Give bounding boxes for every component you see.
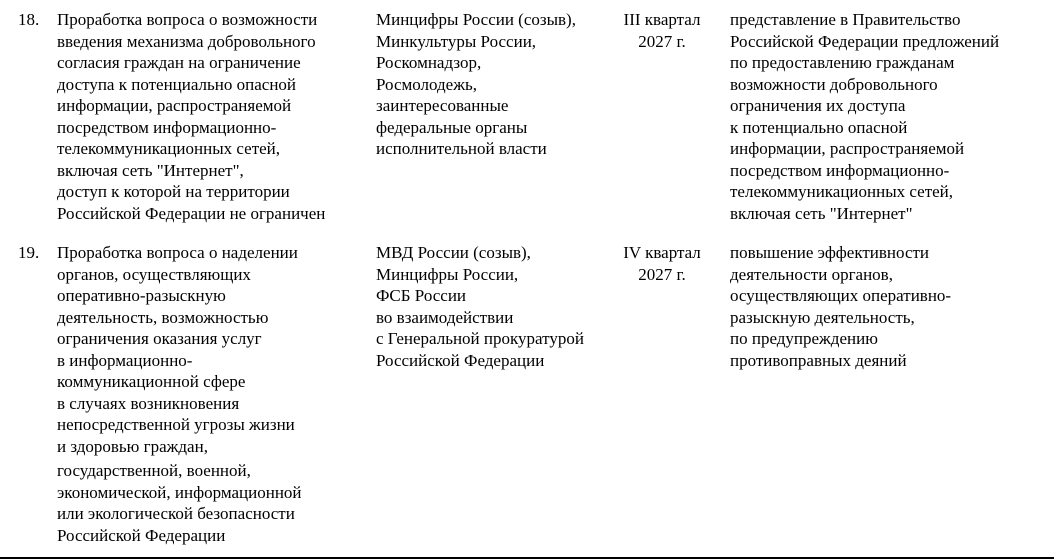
- task-line: введения механизма добровольного: [57, 31, 316, 51]
- result-line: разыскную деятельность,: [730, 307, 915, 327]
- task-line: в случаях возникновения: [57, 393, 240, 413]
- task-line: ограничения оказания услуг: [57, 329, 262, 348]
- responsible-agencies: [376, 242, 616, 371]
- responsible-line: заинтересованные: [376, 96, 509, 115]
- task-line: доступ к которой на территории: [57, 182, 290, 201]
- task-line: деятельность, возможностью: [57, 307, 269, 327]
- task-line: коммуникационной сфере: [57, 372, 246, 391]
- result-line: повышение эффективности: [730, 243, 930, 262]
- responsible-line: федеральные органы: [376, 117, 528, 137]
- responsible-line: Минцифры России,: [376, 264, 519, 284]
- task-line: включая сеть "Интернет",: [57, 160, 244, 180]
- deadline: [612, 242, 712, 285]
- result-line: возможности добровольного: [730, 74, 938, 94]
- task-line: или экологической безопасности: [57, 504, 295, 523]
- task-line: органов, осуществляющих: [57, 264, 251, 284]
- task-line: оперативно-разыскную: [57, 286, 226, 305]
- result-line: по предупреждению: [730, 329, 878, 348]
- task-description: [57, 242, 367, 546]
- task-line: доступа к потенциально опасной: [57, 74, 297, 94]
- task-line: телекоммуникационных сетей,: [57, 139, 281, 158]
- result-line: ограничения их доступа: [730, 96, 906, 115]
- responsible-line: Роскомнадзор,: [376, 53, 482, 72]
- task-line: в информационно-: [57, 350, 193, 370]
- responsible-line: Минцифры России (созыв),: [376, 10, 576, 29]
- task-line: непосредственной угрозы жизни: [57, 415, 295, 434]
- task-line: согласия граждан на ограничение: [57, 53, 301, 72]
- responsible-agencies: [376, 9, 616, 160]
- task-line: Проработка вопроса о возможности: [57, 10, 318, 29]
- responsible-line: Росмолодежь,: [376, 74, 477, 94]
- task-line: Российской Федерации не ограничен: [57, 203, 326, 223]
- result-line: включая сеть "Интернет": [730, 203, 913, 223]
- result-line: по предоставлению гражданам: [730, 53, 955, 72]
- result-line: телекоммуникационных сетей,: [730, 182, 954, 201]
- expected-result: [730, 242, 1050, 371]
- result-line: Российской Федерации предложений: [730, 31, 1000, 51]
- task-line: и здоровью граждан,: [57, 436, 208, 456]
- deadline-line: IV квартал: [623, 243, 701, 262]
- task-line: посредством информационно-: [57, 117, 277, 137]
- task-line: Российской Федерации: [57, 525, 226, 545]
- responsible-line: исполнительной власти: [376, 139, 547, 158]
- task-description: [57, 9, 367, 224]
- result-line: посредством информационно-: [730, 160, 950, 180]
- row-number: 19.: [18, 243, 40, 262]
- deadline-line: 2027 г.: [638, 31, 686, 51]
- task-line: государственной, военной,: [57, 461, 251, 480]
- responsible-line: с Генеральной прокуратурой: [376, 329, 584, 348]
- responsible-line: МВД России (созыв),: [376, 243, 531, 262]
- deadline: [612, 9, 712, 52]
- result-line: деятельности органов,: [730, 264, 893, 284]
- result-line: противоправных деяний: [730, 350, 907, 370]
- task-line: Проработка вопроса о наделении: [57, 243, 298, 262]
- responsible-line: Российской Федерации: [376, 350, 545, 370]
- responsible-line: во взаимодействии: [376, 307, 514, 327]
- responsible-line: ФСБ России: [376, 286, 467, 305]
- deadline-line: 2027 г.: [638, 264, 686, 284]
- result-line: информации, распространяемой: [730, 139, 965, 158]
- responsible-line: Минкультуры России,: [376, 31, 537, 51]
- row-number: 18.: [18, 10, 40, 29]
- result-line: осуществляющих оперативно-: [730, 286, 952, 305]
- table-bottom-border: [0, 557, 1054, 559]
- task-line: экономической, информационной: [57, 482, 302, 502]
- result-line: представление в Правительство: [730, 10, 961, 29]
- expected-result: [730, 9, 1050, 224]
- result-line: к потенциально опасной: [730, 117, 908, 137]
- task-line: информации, распространяемой: [57, 96, 292, 115]
- deadline-line: III квартал: [623, 10, 701, 29]
